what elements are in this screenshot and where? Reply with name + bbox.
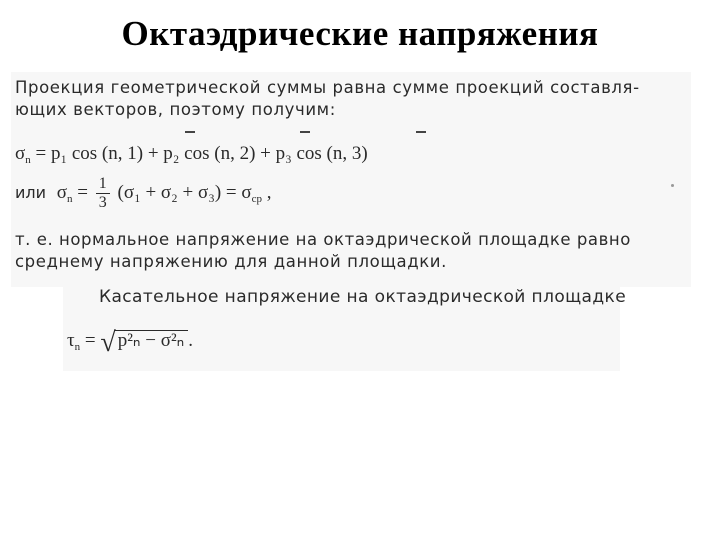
hat-mark	[185, 131, 195, 133]
scan-speck	[671, 184, 674, 187]
text-line-1: Проекция геометрической суммы равна сумме проекций составля-	[15, 78, 640, 97]
eq2-rest: (σ₁ + σ₂ + σ₃) = σ	[117, 181, 252, 203]
equation-mean-stress: или $\sigma_n$ = $\frac{1}{3}$ $(\sigma_1 + \sigma_2 + \sigma_3) = \sigma_{ср}$ ,	[15, 175, 272, 211]
eq3-sub: n	[74, 341, 81, 353]
text-line-3: т. е. нормальное напряжение на октаэдрической площадке равно	[15, 230, 631, 249]
eq2-rest-sub: ср	[251, 192, 263, 205]
eq2-sigma-sub: n	[67, 192, 73, 205]
eq1-sub: n	[25, 154, 31, 166]
scanned-text-block	[11, 72, 691, 287]
eq1-rhs: = p₁ cos (n, 1) + p₂ cos (n, 2) + p₃ cos (n, 3)	[35, 143, 368, 164]
hat-mark	[300, 131, 310, 133]
sqrt-sign: √	[100, 327, 116, 358]
eq3-lhs: τ	[67, 330, 75, 351]
fraction-denominator: 3	[98, 194, 107, 211]
eq2-prefix: или	[15, 182, 47, 202]
radicand: p²ₙ − σ²ₙ	[114, 330, 189, 351]
text-line-4: среднему напряжению для данной площадки.	[15, 252, 447, 271]
text-line-5: Касательное напряжение на октаэдрической площадке	[99, 287, 627, 307]
eq2-sigma: σ	[56, 181, 68, 203]
scanned-text-block-2	[63, 285, 627, 371]
fraction-numerator: 1	[96, 175, 110, 194]
equation-sigma-n	[15, 143, 368, 166]
fraction-one-third	[96, 175, 110, 212]
eq1-lhs: σ	[15, 143, 26, 164]
equation-tau-n: $\tau_n$ = √ p²ₙ − σ²ₙ .	[67, 327, 193, 358]
slide-title: Октаэдрические напряжения	[121, 14, 599, 53]
text-line-2: ющих векторов, поэтому получим:	[15, 100, 336, 119]
hat-mark	[416, 131, 426, 133]
